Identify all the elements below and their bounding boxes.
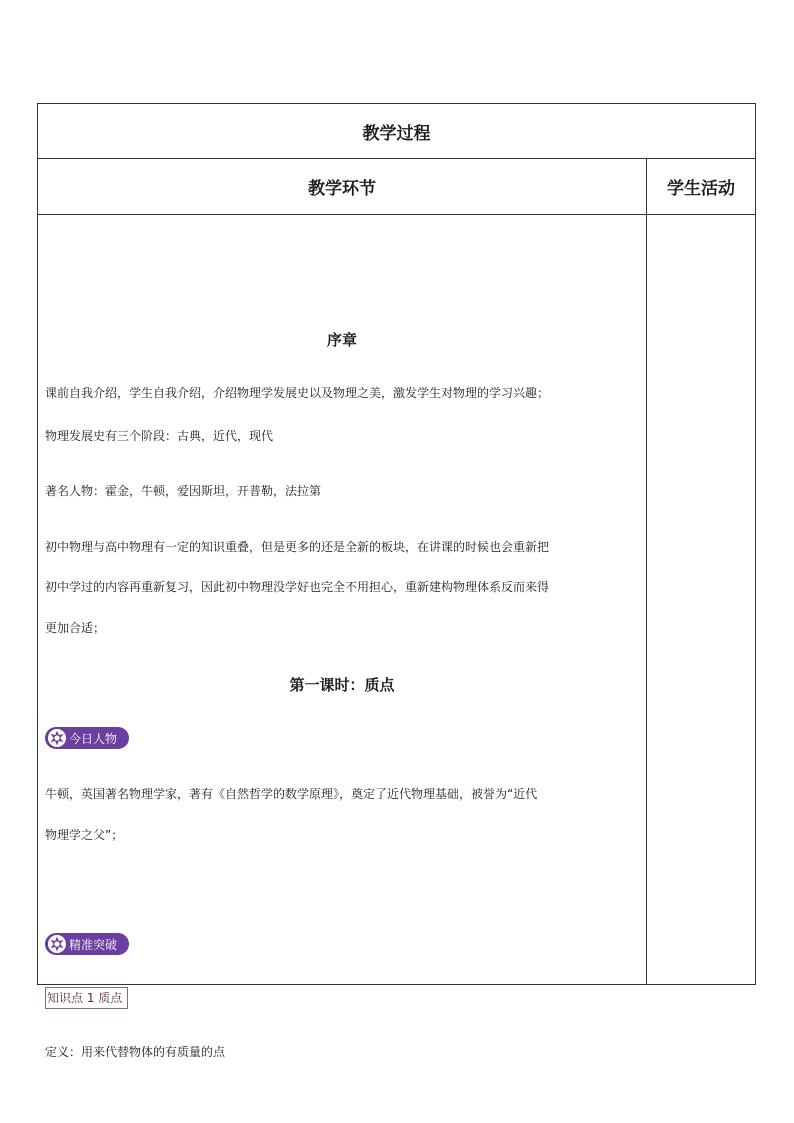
table-header-row: [38, 159, 755, 215]
column-header-teaching-steps: 教学环节: [308, 179, 376, 199]
preface-heading: 序章: [326, 331, 357, 349]
badge-label-today-person: 今日人物: [69, 731, 118, 746]
table-title: 教学过程: [362, 123, 431, 144]
paragraph-definition: 定义：用来代替物体的有质量的点: [45, 1045, 226, 1059]
column-header-student-activity: 学生活动: [667, 179, 735, 199]
table-title-row: [38, 104, 755, 159]
paragraph-overlap-line-2: 初中学过的内容再重新复习，因此初中物理没学好也完全不用担心，重新建构物理体系反而来得: [45, 580, 550, 594]
badge-label-precise-breakthrough: 精准突破: [69, 937, 118, 952]
paragraph-overlap-line-1: 初中物理与高中物理有一定的知识重叠，但是更多的还是全新的板块，在讲课的时候也会重新把: [45, 540, 550, 554]
column-divider: [646, 159, 647, 984]
paragraph-history-stages: 物理发展史有三个阶段：古典，近代，现代: [45, 429, 274, 443]
knowledge-point-box: 知识点 1 质点: [45, 987, 128, 1009]
badge-precise-breakthrough: [45, 933, 129, 955]
paragraph-newton-line-1: 牛顿，英国著名物理学家，著有《自然哲学的数学原理》，奠定了近代物理基础，被誉为“近代: [45, 787, 538, 801]
paragraph-famous-people: 著名人物：霍金，牛顿，爱因斯坦，开普勒，法拉第: [45, 484, 322, 498]
paragraph-newton-line-2: 物理学之父”；: [45, 828, 124, 842]
badge-today-person: [45, 727, 129, 749]
lesson-heading: 第一课时：质点: [289, 676, 395, 694]
star-badge-icon: [46, 933, 68, 955]
teaching-steps-cell: [38, 215, 646, 1059]
paragraph-overlap-line-3: 更加合适；: [45, 621, 106, 635]
paragraph-intro: 课前自我介绍，学生自我介绍，介绍物理学发展史以及物理之美，激发学生对物理的学习兴趣；: [45, 386, 550, 400]
teaching-process-table: [37, 103, 756, 1059]
star-badge-icon: [46, 727, 68, 749]
